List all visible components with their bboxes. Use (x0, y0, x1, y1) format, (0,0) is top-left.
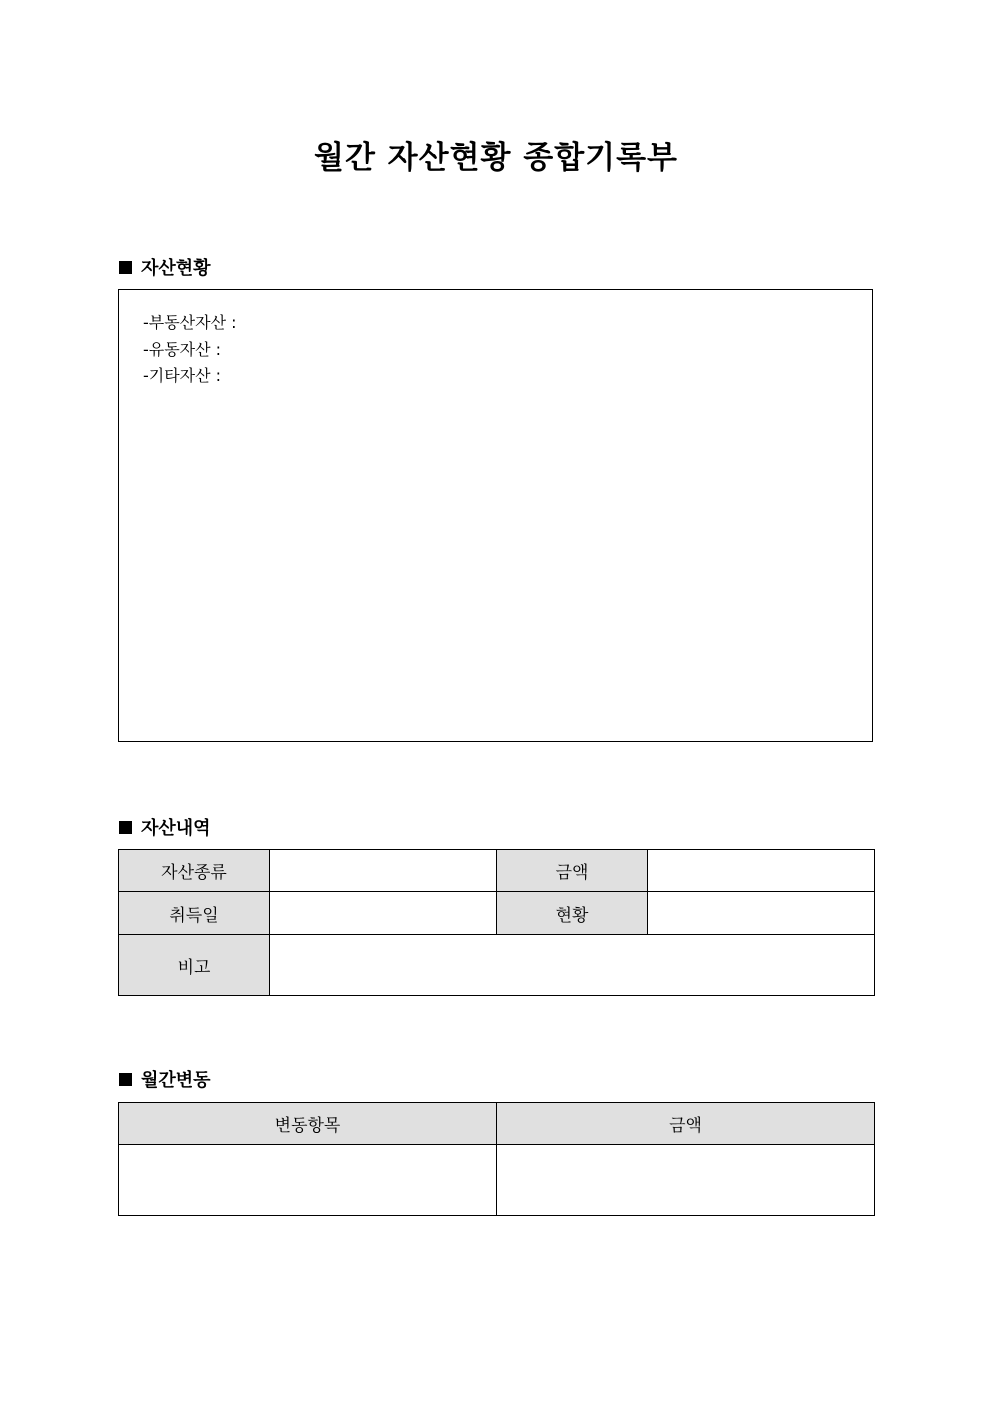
amount-column-header: 금액 (497, 1103, 875, 1145)
remarks-label: 비고 (119, 935, 270, 996)
change-amount-cell[interactable] (497, 1145, 875, 1216)
table-row (119, 850, 875, 892)
document-title: 월간 자산현황 종합기록부 (314, 140, 678, 176)
asset-type-field[interactable] (270, 850, 497, 892)
change-item-column-header: 변동항목 (119, 1103, 497, 1145)
status-field[interactable] (648, 892, 875, 935)
table-row (119, 1145, 875, 1216)
table-row (119, 935, 875, 996)
other-assets-line: -기타자산 : (143, 366, 222, 385)
real-estate-assets-line: -부동산자산 : (143, 313, 237, 332)
amount-field[interactable] (648, 850, 875, 892)
monthly-changes-table (118, 1102, 875, 1216)
asset-status-heading-label: 자산현황 (141, 258, 211, 279)
asset-details-heading (119, 814, 211, 840)
amount-label: 금액 (497, 850, 648, 892)
asset-status-box[interactable] (118, 289, 873, 742)
asset-status-heading (119, 254, 211, 280)
square-bullet-icon (119, 261, 132, 274)
table-row (119, 892, 875, 935)
monthly-changes-heading (119, 1066, 211, 1092)
square-bullet-icon (119, 821, 132, 834)
square-bullet-icon (119, 1073, 132, 1086)
asset-type-label: 자산종류 (119, 850, 270, 892)
acquisition-date-field[interactable] (270, 892, 497, 935)
current-assets-line: -유동자산 : (143, 339, 222, 359)
remarks-field[interactable] (270, 935, 875, 996)
monthly-changes-heading-label: 월간변동 (141, 1070, 211, 1091)
asset-details-table (118, 849, 875, 996)
asset-details-heading-label: 자산내역 (141, 818, 211, 839)
acquisition-date-label: 취득일 (119, 892, 270, 935)
status-label: 현황 (497, 892, 648, 935)
change-item-cell[interactable] (119, 1145, 497, 1216)
table-header-row (119, 1103, 875, 1145)
